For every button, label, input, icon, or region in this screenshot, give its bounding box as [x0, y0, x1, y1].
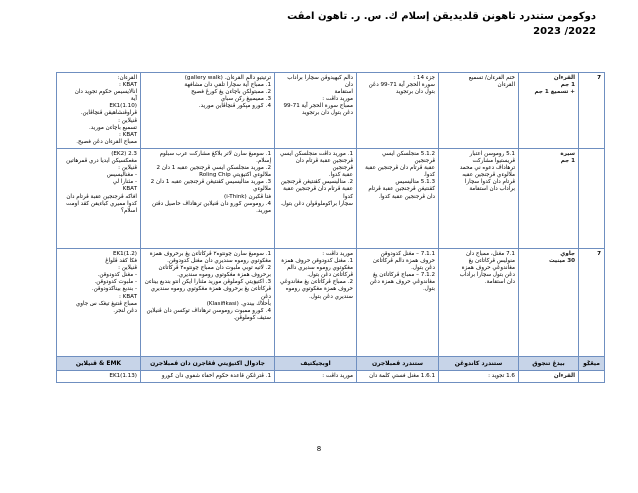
activities-cell-line: 1. سومبڠ سارن چونتوه٢ ڤركاتاءن يڠ برحروف همزة مڠكوتوي روموه سنديري دان مڠنل كدودوقن.: [149, 250, 271, 265]
content-standard-cell-line: براداب دان استقامة: [469, 186, 515, 193]
content-standard-cell-line: ختم القرءان/ تسميع: [468, 75, 515, 81]
subject-cell-line: جاوي: [560, 250, 575, 257]
activities-cell-line: 4. ݢورو ممبوت روموسن ترهاداڤ توكسن دان ڤنيلاين: [146, 307, 271, 314]
learning-standard-cell-line: مڠاندوڠي حروف همزة دڠن: [369, 279, 435, 286]
values-cell-line: - مڠنل كدودوقن.: [97, 272, 137, 279]
activities-cell-line: 3. موريد مناليسيس كڤنتيڠن ڤرجنجين عقبه 1 دان 2 ملالوءي: [150, 179, 271, 193]
subject-cell: [519, 73, 579, 149]
activities-cell: [141, 73, 275, 149]
learning-standard-cell: [357, 148, 439, 248]
content-standard-cell: [439, 148, 519, 248]
learning-standard-cell-line: دان ڤرجنجين عقبة كدوا.: [378, 193, 435, 200]
learning-standard-cell-line: سورة الحجر آية 71-99 دڠن: [368, 82, 435, 89]
activities-cell-line: 4. روموسن ݢورو دان ڤنيلاين ترهاداڤ حاصيل دڤتن موريد.: [151, 200, 271, 214]
values-cell-line: EK1(1.2): [112, 250, 137, 257]
activities-cell-line: 3. اكتيۏيتي كوملوڤن موريد مثنارا ايكن انتو بندبغ بيناءن: [144, 279, 271, 286]
learning-standard-cell-line: عقبة ڤرتام دان ڤرجنجين عقبة: [365, 165, 435, 172]
objective-cell-line: مڠكوتوي روموه سديري دالم: [286, 265, 353, 272]
values-cell-line: القرءان:: [117, 75, 137, 81]
column-header: ستندرد ڤمبلاجرن: [357, 356, 439, 370]
column-header: ستندرد كاندوڠن: [439, 356, 519, 370]
learning-standard-cell-line: 5.1.3 مناليسيس: [395, 179, 435, 186]
activities-cell-line: ستيڤ كوملوڤن.: [233, 314, 271, 321]
lesson-plan-table: [56, 72, 605, 383]
activities-cell-line: 2. ممبتولكن باچاءن يڠ كورڠ فصيح: [191, 89, 271, 96]
content-standard-cell-line: دڠن بتول سچارا براداب: [459, 272, 515, 279]
week-cell: [579, 148, 605, 248]
values-cell-line: - ملبوت كدودوقن.: [94, 279, 137, 286]
week-cell: [579, 371, 605, 383]
subject-cell-line: سيرة: [560, 150, 575, 157]
values-cell-line: KBAT :: [119, 131, 137, 138]
values-cell-line: - مثنارا لي: [112, 179, 137, 186]
values-cell-line: آية: [130, 96, 137, 103]
objective-cell: [275, 73, 357, 149]
week-cell: 7: [579, 248, 605, 356]
learning-standard-cell-line: بتول.: [423, 286, 435, 293]
learning-standard-cell-line: 7.1.1 – مڠنل كدودوقن: [380, 250, 435, 257]
activities-cell-line: ڤركاتاءن يڠ برحروف همزة مڠكوتوي روموه سنديري دڠن: [150, 286, 271, 300]
content-standard-cell: 1.6 تجويد :: [439, 371, 519, 383]
values-cell: [57, 148, 141, 248]
academic-year: 2022/ 2023: [533, 26, 596, 37]
objective-cell-line: سنديري دڠن بتول.: [309, 293, 353, 300]
values-cell-line: ممباج ڤنتيڠ تيڠک س جاوي: [75, 300, 137, 307]
values-cell-line: KBAT :: [119, 82, 137, 89]
subject-cell-line: 1 جم: [560, 158, 575, 165]
objective-cell-line: ممباج سورة الحجر آية 71-99: [283, 103, 353, 110]
values-cell-line: ڤراوڤنشاهيڤن ڤنچاڤاين.: [80, 110, 137, 117]
content-standard-cell-line: ڤريستيوا مشاركت: [472, 158, 515, 165]
activities-cell-line: 3. مميمبيڠ رکن سباي: [220, 96, 271, 103]
learning-standard-cell-line: 5.1.2 منجلسكن ايسي ڤرجنجين: [381, 150, 435, 165]
values-cell-line: KBAT :: [119, 293, 137, 300]
subject-cell-line: + تسميع 1 جم: [534, 89, 575, 96]
objective-cell: [275, 248, 357, 356]
learning-standard-cell-line: بتول دان برتجويد: [395, 89, 435, 96]
values-cell-line: مڠعكسيكن ايديا دري ڤمرهاتين: [66, 158, 137, 165]
activities-cell: 1. ڤترڠكن قاعدة حكوم اخفاء شفوي دان ݢورو: [141, 371, 275, 383]
activities-cell-line: ملالوءي اكتيۏيتي Roling Chip: [199, 172, 271, 179]
learning-standard-cell: [357, 248, 439, 356]
column-header-row: [57, 356, 605, 370]
activities-cell-line: 4. ݢورو مڽكور ڤنچاڤاين موريد.: [198, 103, 271, 110]
learning-standard-cell: 1.6.1 مڠنل فستي كلمة دان: [357, 371, 439, 383]
subject-cell-line: 1 جم: [560, 82, 575, 89]
document-title: دوكومن ستندرد تاهونن قلديديقن إسلام ك. س. ر. تاهون امڤت: [287, 11, 596, 22]
activities-cell-line: ترتيتيو دالم القرءان. (gallery walk): [184, 75, 271, 81]
values-cell-line: فكا كڤد ڤلواڠ: [105, 258, 137, 265]
learning-standard-cell-line: دڠن بتول.: [411, 265, 435, 272]
activities-cell-line: 1. ممباج آية سچارا تلقي دان مشافهة: [184, 82, 271, 89]
objective-cell: [275, 148, 357, 248]
subject-cell-line: 30 مينيت: [549, 258, 575, 265]
values-cell-line: ممباج القرءان دڠن فصيح.: [76, 138, 137, 145]
page-number: 8: [316, 445, 322, 453]
subject-cell: القرءان: [519, 371, 579, 383]
objective-cell-line: دالم كيهيدوڤن سچارا براداب دان: [287, 75, 353, 89]
activities-cell-line: برحروف همزة مڠكوتوي روموه سنديري.: [177, 272, 271, 279]
column-header: ميڠݢو: [579, 356, 605, 370]
objective-cell-line: موريد داڤت :: [322, 96, 353, 103]
content-standard-cell-line: ترهاداڤ دعوه ني محمد: [459, 165, 515, 172]
table-row: [57, 148, 605, 248]
content-standard-cell-line: 7.1 مڠنل، ممباج دان: [465, 250, 515, 257]
table-row: [57, 73, 605, 149]
table-row: [57, 248, 605, 356]
activities-cell: [141, 148, 275, 248]
content-standard-cell: [439, 248, 519, 356]
values-cell-line: ڤنيلاين :: [118, 117, 137, 124]
objective-cell-line: 2. مناليسيس كڤنتيڠن ڤرجنجين: [280, 179, 353, 186]
objective-cell-line: ڤرجنجين عقبة ڤرتام دان ڤرجنجين: [295, 158, 353, 172]
objective-cell-line: سچارا براكوملوڤولن دڠن بتول.: [280, 200, 353, 207]
column-header: جادوال اكتيۏيتي ڤڠاجرن دان ڤمبلاجرن: [141, 356, 275, 370]
values-cell-line: دڠن لنجر.: [113, 307, 137, 314]
values-cell: [57, 248, 141, 356]
activities-cell: [141, 248, 275, 356]
objective-cell-line: عقبة كدوا.: [328, 172, 353, 179]
learning-standard-cell-line: حروف همزة دالم ڤركاتاءن: [372, 258, 435, 265]
content-standard-cell-line: القرءان: [497, 82, 515, 89]
values-cell-line: KBAT: [122, 186, 137, 193]
content-standard-cell-line: 5.1 روموسن اعتبار: [469, 150, 515, 157]
learning-standard-cell-line: كڤنتيڠن ڤرجنجين عقبة ڤرتام: [368, 186, 435, 193]
column-header: EMK & ڤنيلاين: [57, 356, 141, 370]
content-standard-cell-line: ڤرتام دان كدوا سچارا: [464, 179, 515, 186]
table-row: [57, 371, 605, 383]
objective-cell-line: موريد داڤت :: [322, 250, 353, 257]
objective-cell-line: دڠن بتول دان برتجويد: [302, 110, 353, 117]
activities-cell-line: 2. موريد منجلسكن ايسي ڤرجنجين عقبه 1 دان 2: [156, 165, 271, 172]
values-cell-line: - بندبغ بيناكدودوقن.: [91, 286, 137, 293]
objective-cell-line: 1. موريد داڤت منجلسكن ايسي: [280, 150, 353, 157]
activities-cell-line: فتا ڤكيرن (i-Think): [224, 193, 271, 200]
objective-cell-line: ڤركاتاءن دڠن بتول.: [307, 272, 353, 279]
column-header: بيدڠ تنجوق: [519, 356, 579, 370]
values-cell-line: انالايسيس حكوم تجويد دان: [74, 89, 137, 96]
subject-cell-line: القرءان: [553, 75, 575, 81]
objective-cell-line: 2. ممباج ڤركاتاءن يڠ مڠاندوڠي: [280, 279, 353, 286]
learning-standard-cell-line: 7.1.2 – ممباج ڤركاتاءن يڠ: [372, 272, 435, 279]
values-cell-line: - مڠناليسيس: [106, 172, 137, 179]
objective-cell: موريد داڤت :: [275, 371, 357, 383]
content-standard-cell-line: مڠاندوڠي حروف همزة: [461, 265, 515, 272]
content-standard-cell: [439, 73, 519, 149]
values-cell-line: EK2) 2.3): [111, 150, 137, 157]
objective-cell-line: 1. مڠنل كدودوقن حروف همزة: [281, 258, 353, 265]
learning-standard-cell: [357, 73, 439, 149]
column-header: اوبجيكتيف: [275, 356, 357, 370]
values-cell-line: تسميع باچاءن موريد.: [88, 124, 137, 131]
subject-cell: [519, 248, 579, 356]
activities-cell-line: بأحلاك بيندي. (Klasifikasi): [206, 300, 271, 307]
objective-cell-line: عقبة ڤرتام دان ڤرجنجين عقبة كدوا: [283, 186, 353, 200]
activities-cell-line: 1. سومبڠ سارن لاتر بلاكڠ مشاركت عرب سبلوم إسلام.: [159, 150, 271, 165]
values-cell-line: افاكه ڤرجنجين عقبة ڤرتام دان كدوا مميري كباءيقن كڤد اومت اسلام؟: [66, 193, 137, 214]
values-cell-line: ڤنيلاين :: [118, 165, 137, 172]
values-cell-line: ڤنيلاين :: [118, 265, 137, 272]
activities-cell-line: 2. لاتيه توبي ملبوت دان ممباج چونتوه٢ ڤركاتاءن: [158, 265, 271, 272]
objective-cell-line: استقامة: [334, 89, 353, 96]
learning-standard-cell-line: كدوا.: [423, 172, 435, 179]
content-standard-cell-line: دان استقامة.: [484, 279, 515, 286]
content-standard-cell-line: منوليس ڤركاتاءن يڠ: [468, 258, 515, 265]
learning-standard-cell-line: جزء 14 :: [413, 75, 435, 81]
values-cell-line: EK1(1.10): [109, 103, 137, 110]
week-cell: 7: [579, 73, 605, 149]
values-cell: EK1(1.13): [57, 371, 141, 383]
values-cell: [57, 73, 141, 149]
subject-cell: [519, 148, 579, 248]
content-standard-cell-line: ملالوءي ڤرجنجين عقبه: [462, 172, 515, 179]
objective-cell-line: حروف همزة مڠكوتوي روموه: [285, 286, 353, 293]
